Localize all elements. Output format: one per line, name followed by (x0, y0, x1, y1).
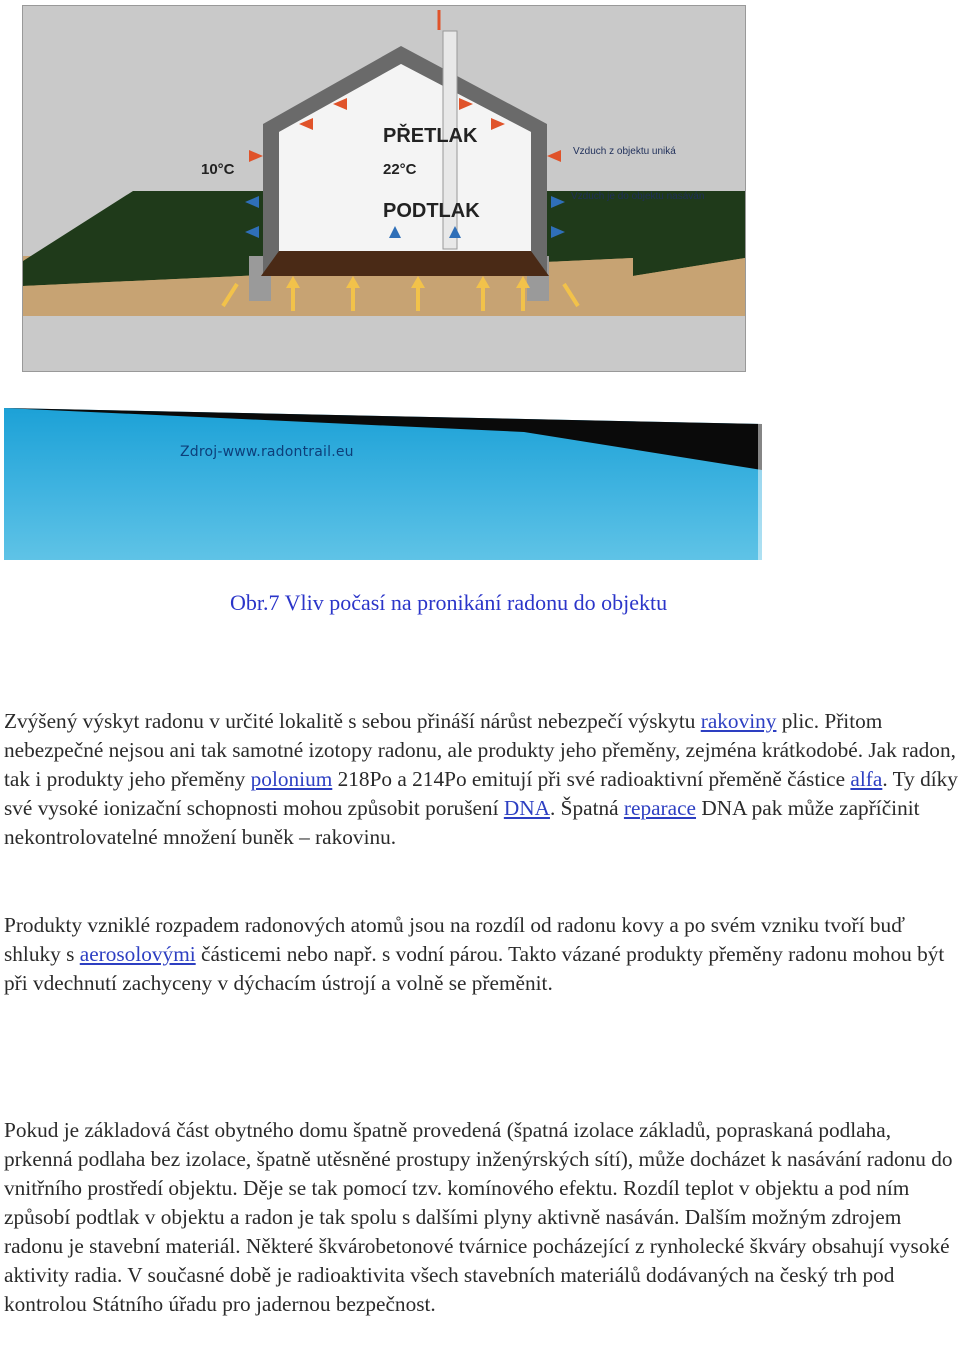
caption-prefix: Obr. (230, 590, 269, 615)
link-aerosolovymi[interactable]: aerosolovými (79, 942, 196, 966)
image-source: Zdroj-www.radontrail.eu (180, 444, 354, 460)
floor (261, 251, 549, 276)
radon-house-figure (22, 5, 746, 372)
paragraph-decay-products (4, 911, 960, 998)
caption-text: 7 Vliv počasí na pronikání radonu do objektu (268, 590, 668, 615)
link-rakoviny[interactable]: rakoviny (700, 709, 777, 733)
overpressure-label: PŘETLAK (383, 125, 478, 147)
outside-temp-label: 10°C (201, 161, 235, 178)
p2-text-2: částicemi nebo např. s vodní párou. Takto vázané produkty přeměny radonu mohou být při vdechnutí zachyceny v dýchacím ústrojí a volně se přeměnit. (4, 942, 945, 995)
link-reparace[interactable]: reparace (623, 796, 697, 820)
house-diagram (23, 6, 745, 371)
link-dna[interactable]: DNA (503, 796, 550, 820)
air-sucked-in-label: Vzduch je do objektu nasáván (571, 191, 705, 202)
source-banner (4, 402, 762, 560)
banner-decoration (4, 402, 762, 560)
p1-text-5: . Špatná (549, 796, 624, 820)
link-alfa[interactable]: alfa (850, 767, 883, 791)
underpressure-label: PODTLAK (383, 200, 480, 222)
p1-text-6: DNA pak může zapříčinit nekontrolovatelné množení buněk – rakovinu. (4, 796, 920, 849)
p1-text-2: plic. Přitom nebezpečné nejsou ani tak samotné izotopy radonu, ale produkty jeho přeměny, zejména krátkodobé. Jak radon, tak i produkty jeho přeměny (4, 709, 956, 791)
figure-caption (230, 590, 667, 616)
link-polonium[interactable]: polonium (250, 767, 333, 791)
p1-text-1: Zvýšený výskyt radonu v určité lokalitě s sebou přináší nárůst nebezpečí výskytu (4, 709, 701, 733)
p1-text-3: 218Po a 214Po emitují při své radioaktivní přeměně částice (332, 767, 851, 791)
p2-text-1: Produkty vzniklé rozpadem radonových atomů jsou na rozdíl od radonu kovy a po svém vzniku tvoří buď shluky s (4, 913, 905, 966)
paragraph-cancer-risk (4, 707, 960, 852)
paragraph-foundation: Pokud je základová část obytného domu špatně provedená (špatná izolace základů, popraskaná podlaha, prkenná podlaha bez izolace, špatně utěsněné prostupy inženýrských sítí), může docházet k nasávání radonu do vnitřního prostředí objektu. Děje se tak pomocí tzv. komínového efektu. Rozdíl teplot v objektu a pod ním způsobí podtlak v objektu a radon je tak spolu s dalšími plyny aktivně nasáván. Dalším možným zdrojem radonu je stavební materiál. Některé škvárobetonové tvárnice pocházející z rynholecké škváry obsahují vysoké aktivity radia. V současné době je radioaktivita všech stavebních materiálů dodávaných na český trh pod kontrolou Státního úřadu pro jadernou bezpečnost. (4, 1118, 953, 1316)
inside-temp-label: 22°C (383, 161, 417, 178)
air-escapes-label: Vzduch z objektu uniká (573, 146, 676, 157)
p1-text-4: . Ty díky své vysoké ionizační schopnosti mohou způsobit porušení (4, 767, 958, 820)
